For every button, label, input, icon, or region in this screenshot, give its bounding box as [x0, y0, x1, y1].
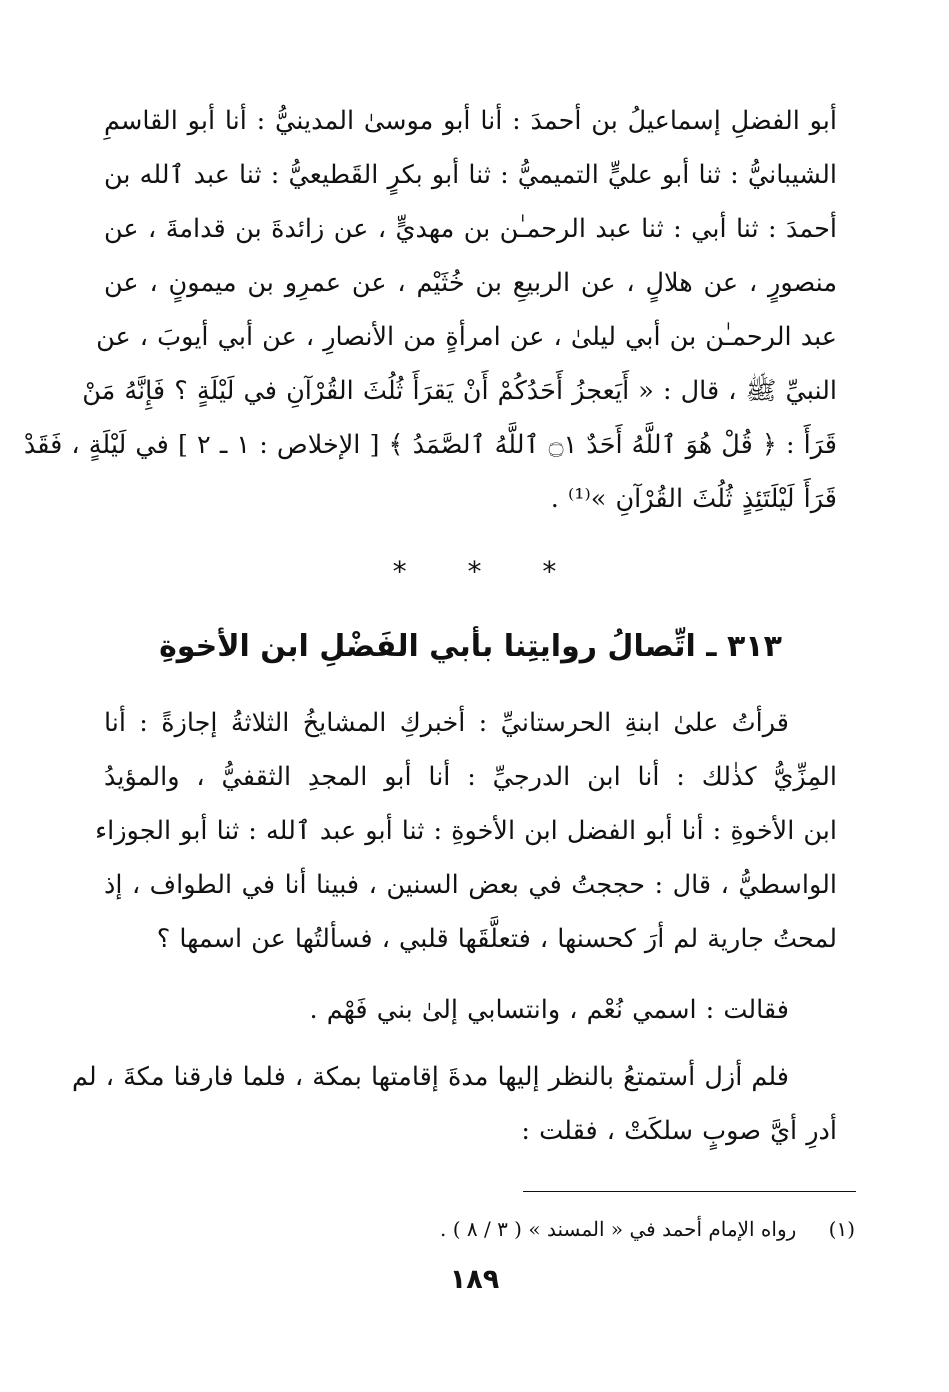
text-line: فقالت : اسمي نُعْم ، وانتسابي إلىٰ بني فَهْم .: [309, 995, 789, 1025]
section-heading: ٣١٣ ـ اتِّصالُ روايتِنا بأبي الفَضْلِ ابن الأخوةِ: [159, 629, 782, 664]
page-number: ١٨٩: [449, 1264, 500, 1295]
text-line: قَرَأَ لَيْلَتَئِذٍ ثُلُثَ القُرْآنِ »⁽¹⁾ .: [550, 484, 837, 514]
section-paragraph-1: [95, 696, 837, 966]
text-line: فلم أزل أستمتعُ بالنظر إليها مدةَ إقامتها بمكة ، فلما فارقنا مكةَ ، لم: [71, 1062, 789, 1092]
text-line: المِزِّيُّ كذٰلك : أنا ابن الدرجيِّ : أنا أبو المجدِ الثقفيُّ ، والمؤيدُ: [104, 762, 837, 792]
text-line: أدرِ أيَّ صوبٍ سلكَتْ ، فقلت :: [521, 1116, 837, 1146]
text-line: قَرَأَ : ﴿ قُلْ هُوَ ٱللَّهُ أَحَدٌ ۝١ ٱللَّهُ ٱلصَّمَدُ ﴾ [ الإخلاص : ١ ـ ٢ ] في لَيْلَةٍ ، فَقَدْ: [23, 430, 837, 460]
text-line: لمحتُ جارية لم أرَ كحسنها ، فتعلَّقَها قلبي ، فسألتُها عن اسمها ؟: [156, 924, 837, 954]
text-line: منصورٍ ، عن هلالٍ ، عن الربيعِ بن خُثَيْم ، عن عمرِو بن ميمونٍ ، عن: [104, 268, 837, 298]
text-line: عبد الرحمـٰن بن أبي ليلىٰ ، عن امرأةٍ من الأنصارِ ، عن أبي أيوبَ ، عن: [96, 322, 837, 352]
footnote: [104, 1212, 855, 1246]
text-line: قرأتُ علىٰ ابنةِ الحرستانيِّ : أخبركِ المشايخُ الثلاثةُ إجازةً : أنا: [104, 708, 789, 738]
text-line: أحمدَ : ثنا أبي : ثنا عبد الرحمـٰن بن مهديٍّ ، عن زائدةَ بن قدامةَ ، عن: [104, 214, 837, 244]
footnote-text: رواه الإمام أحمد في « المسند » ( ٣ / ٨ ) .: [440, 1217, 797, 1241]
text-line: النبيِّ ﷺ ، قال : « أَيَعجزُ أَحَدُكُمْ أَنْ يَقرَأَ ثُلُثَ القُرْآنِ في لَيْلَةٍ ؟ فَإِنَّهُ مَنْ: [82, 376, 837, 406]
footnote-number: (١): [828, 1217, 855, 1241]
text-line: الشيبانيُّ : ثنا أبو عليٍّ التميميُّ : ثنا أبو بكرٍ القَطيعيُّ : ثنا عبد ٱلله بن: [104, 160, 837, 190]
top-paragraph: [23, 94, 837, 526]
section-separator: * * *: [392, 555, 583, 588]
text-line: أبو الفضلِ إسماعيلُ بن أحمدَ : أنا أبو موسىٰ المدينيُّ : أنا أبو القاسمِ: [104, 106, 837, 136]
section-paragraph-3: [71, 1050, 837, 1158]
text-line: الواسطيُّ ، قال : حججتُ في بعض السنين ، فبينا أنا في الطواف ، إذ: [104, 870, 837, 900]
text-line: ابن الأخوةِ : أنا أبو الفضل ابن الأخوةِ : ثنا أبو عبد ٱلله : ثنا أبو الجوزاء: [95, 816, 837, 846]
section-paragraph-2: [104, 983, 837, 1037]
footnote-divider: [523, 1191, 856, 1192]
